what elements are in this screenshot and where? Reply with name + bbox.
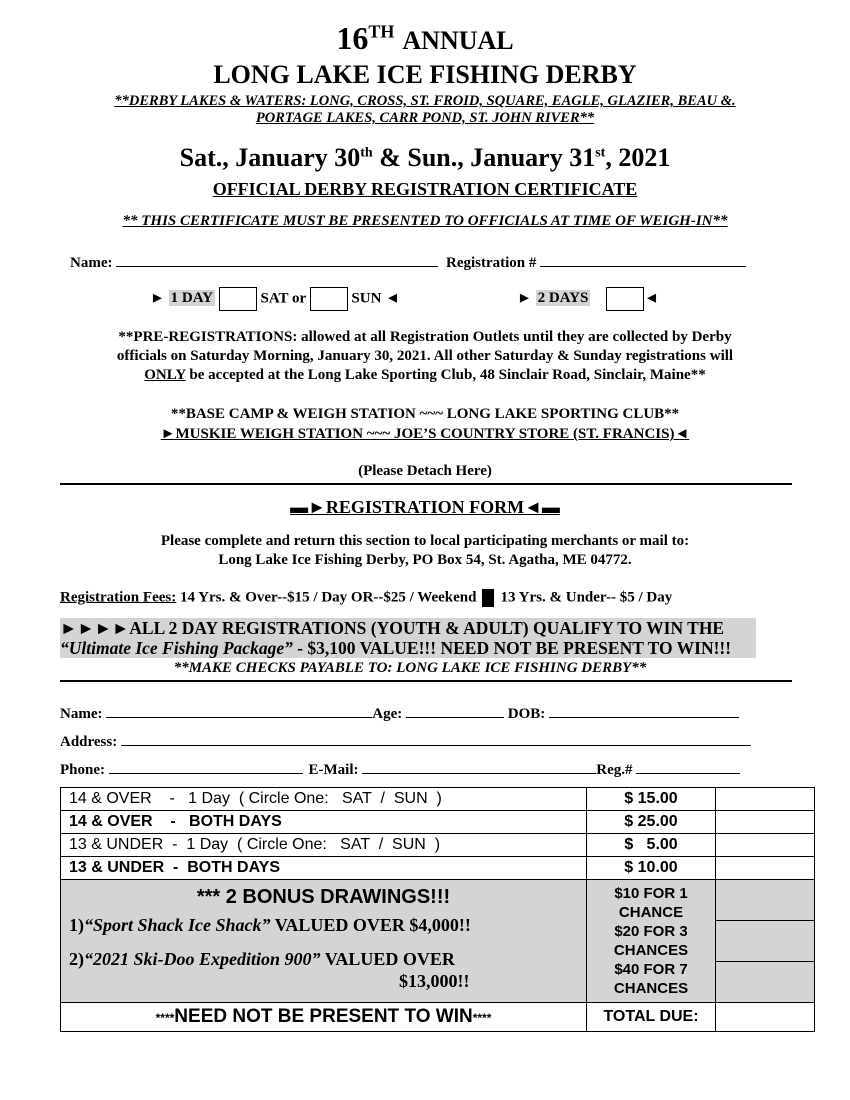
chance-price-3: $40 FOR 7: [614, 961, 688, 978]
lakes-line-2: PORTAGE LAKES, CARR POND, ST. JOHN RIVER**: [255, 110, 595, 126]
promo-line-2: [60, 638, 756, 658]
email-label: E-Mail:: [308, 762, 359, 778]
muskie-station: ►MUSKIE WEIGH STATION ~~~ JOE’S COUNTRY STORE (ST. FRANCIS)◄: [160, 426, 690, 442]
bonus-2-item: “2021 Ski-Doo Expedition 900”: [84, 949, 321, 969]
ordinal-suffix: TH: [368, 21, 395, 42]
bonus-amount-cell-2[interactable]: [716, 921, 814, 962]
bonus-2-value: VALUED OVER: [320, 949, 455, 969]
registration-form-title: [0, 497, 850, 518]
chance-count-1: CHANCE: [618, 904, 684, 921]
two-days-label: 2 DAYS: [537, 290, 589, 307]
chance-count-3: CHANCES: [613, 980, 689, 997]
detach-label: (Please Detach Here): [358, 463, 492, 479]
fee-row: [61, 834, 815, 857]
bonus-drawings: [61, 880, 587, 1003]
email-field[interactable]: [362, 759, 596, 774]
need-not-be-present: [61, 1003, 587, 1032]
bonus-1-item: “Sport Shack Ice Shack”: [84, 915, 271, 935]
promo-line-1: ►►►►ALL 2 DAY REGISTRATIONS (YOUTH & ADULT) QUALIFY TO WIN THE: [60, 618, 725, 638]
registration-number-label: Registration #: [445, 255, 537, 271]
fee-description: 14 & OVER - BOTH DAYS: [61, 811, 587, 834]
event-ordinal-title: [0, 20, 850, 57]
age-label: Age:: [372, 706, 403, 722]
derby-dates: [0, 143, 850, 173]
fee-row: [61, 788, 815, 811]
two-day-promo: [60, 618, 756, 658]
bonus-amount-cells: [716, 880, 815, 1003]
arrow-right-icon: ►: [150, 290, 165, 307]
one-day-label: 1 DAY: [170, 290, 213, 307]
form-instructions: [60, 532, 790, 570]
prereg-line-2: officials on Saturday Morning, January 30, 2021. All other Saturday & Sunday registrations will: [116, 348, 734, 364]
annual-label: ANNUAL: [402, 26, 514, 55]
fee-row: [61, 857, 815, 880]
need-not-be-present-text: NEED NOT BE PRESENT TO WIN: [174, 1006, 473, 1027]
weigh-stations: [60, 404, 790, 444]
date-saturday: Sat., January 30: [179, 143, 361, 172]
two-days-checkbox[interactable]: [606, 287, 644, 311]
bonus-item-2: [69, 948, 578, 970]
address-field[interactable]: [121, 731, 751, 746]
fee-description: 13 & UNDER - 1 Day ( Circle One: SAT / SUN ): [61, 834, 587, 857]
one-day-option: [150, 287, 400, 311]
prereg-line-3: [60, 366, 790, 385]
instructions-line-2: Long Lake Ice Fishing Derby, PO Box 54, St. Agatha, ME 04772.: [218, 552, 632, 568]
fee-row: [61, 811, 815, 834]
one-day-checkbox[interactable]: [219, 287, 257, 311]
present-notice: ** THIS CERTIFICATE MUST BE PRESENTED TO OFFICIALS AT TIME OF WEIGH-IN**: [122, 213, 728, 229]
reg-number-field[interactable]: [636, 759, 740, 774]
phone-label: Phone:: [60, 762, 105, 778]
age-field[interactable]: [406, 703, 504, 718]
derby-lakes: [60, 93, 790, 127]
total-due-field[interactable]: [716, 1003, 815, 1032]
fee-description: 13 & UNDER - BOTH DAYS: [61, 857, 587, 880]
fee-amount: $ 25.00: [587, 811, 716, 834]
bonus-2-value-amount: $13,000!!: [399, 971, 470, 991]
ordinal-number: 16: [336, 20, 369, 56]
two-days-option: [517, 287, 659, 311]
bonus-chances: [587, 880, 716, 1003]
form-name-label: Name:: [60, 706, 103, 722]
arrow-left-icon: ◄: [644, 290, 659, 307]
stars-left: ****: [155, 1011, 175, 1025]
checks-payable: **MAKE CHECKS PAYABLE TO: LONG LAKE ICE FISHING DERBY**: [173, 660, 647, 676]
detach-line: [60, 483, 792, 485]
reg-number-label: Reg.#: [596, 762, 633, 778]
certificate-name-row: [70, 252, 746, 272]
sat-or-label: SAT or: [260, 290, 306, 307]
name-label: Name:: [70, 255, 113, 271]
bonus-amount-cell-1[interactable]: [716, 880, 814, 921]
stars-right: ****: [472, 1011, 492, 1025]
chance-count-2: CHANCES: [613, 942, 689, 959]
bonus-row: [61, 880, 815, 1003]
bonus-amount-cell-3[interactable]: [716, 962, 814, 1002]
separator-block-icon: [482, 589, 494, 607]
fee-amount: $ 10.00: [587, 857, 716, 880]
date-sat-suffix: th: [360, 145, 373, 161]
bonus-2-number: 2): [69, 949, 84, 969]
sun-label: SUN ◄: [351, 290, 401, 307]
dob-label: DOB:: [507, 706, 546, 722]
arrow-right-icon: ►: [517, 290, 532, 307]
lakes-line-1: **DERBY LAKES & WATERS: LONG, CROSS, ST. FROID, SQUARE, EAGLE, GLAZIER, BEAU &.: [114, 93, 736, 109]
instructions-line-1: Please complete and return this section to local participating merchants or mail to:: [160, 533, 690, 549]
bonus-1-number: 1): [69, 915, 84, 935]
date-year: , 2021: [605, 143, 671, 172]
certificate-name-field[interactable]: [116, 252, 438, 267]
base-camp-station: **BASE CAMP & WEIGH STATION ~~~ LONG LAKE SPORTING CLUB**: [170, 406, 680, 422]
fee-entry-cell[interactable]: [716, 788, 815, 811]
bonus-title: *** 2 BONUS DRAWINGS!!!: [196, 886, 451, 908]
form-divider: [60, 680, 792, 682]
address-label: Address:: [60, 734, 118, 750]
fee-amount: $ 5.00: [587, 834, 716, 857]
chance-price-2: $20 FOR 3: [614, 923, 688, 940]
fee-description: 14 & OVER - 1 Day ( Circle One: SAT / SUN ): [61, 788, 587, 811]
prereg-line-1: **PRE-REGISTRATIONS: allowed at all Registration Outlets until they are collected by Derby: [118, 329, 732, 345]
fee-entry-cell[interactable]: [716, 857, 815, 880]
preregistration-notice: [60, 328, 790, 385]
form-name-row: [60, 703, 739, 723]
registration-number-field[interactable]: [540, 252, 746, 267]
promo-package-name: “Ultimate Ice Fishing Package”: [60, 638, 293, 658]
fee-entry-cell[interactable]: [716, 811, 815, 834]
registration-fees: [60, 589, 672, 607]
sun-checkbox[interactable]: [310, 287, 348, 311]
phone-field[interactable]: [109, 759, 303, 774]
fee-amount: $ 15.00: [587, 788, 716, 811]
date-sun-suffix: st: [595, 145, 606, 161]
prereg-line-3-rest: be accepted at the Long Lake Sporting Club, 48 Sinclair Road, Sinclair, Maine**: [185, 367, 706, 383]
fees-label: Registration Fees:: [60, 589, 177, 606]
bonus-item-1: [69, 914, 578, 936]
fee-table: [60, 787, 815, 1032]
only-emphasis: ONLY: [144, 367, 186, 383]
total-row: [61, 1003, 815, 1032]
dob-field[interactable]: [549, 703, 739, 718]
form-phone-row: [60, 759, 740, 779]
date-sunday: & Sun., January 31: [372, 143, 596, 172]
fees-adult: 14 Yrs. & Over--$15 / Day OR--$25 / Weekend: [176, 589, 477, 606]
derby-title: LONG LAKE ICE FISHING DERBY: [213, 60, 637, 89]
fees-youth: 13 Yrs. & Under-- $5 / Day: [500, 589, 673, 606]
chance-price-1: $10 FOR 1: [614, 885, 688, 902]
promo-value: - $3,100 VALUE!!! NEED NOT BE PRESENT TO WIN!!!: [292, 638, 732, 658]
form-address-row: [60, 731, 751, 751]
registration-form-heading: ▬►REGISTRATION FORM◄▬: [290, 497, 560, 517]
certificate-title: OFFICIAL DERBY REGISTRATION CERTIFICATE: [212, 179, 638, 199]
fee-entry-cell[interactable]: [716, 834, 815, 857]
total-due-label: TOTAL DUE:: [587, 1003, 716, 1032]
bonus-1-value: VALUED OVER $4,000!!: [270, 915, 471, 935]
form-name-field[interactable]: [106, 703, 372, 718]
